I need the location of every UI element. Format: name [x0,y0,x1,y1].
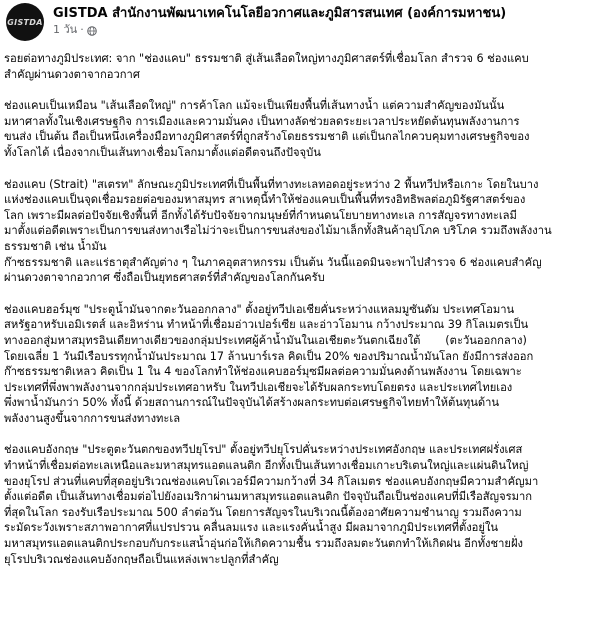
post-subline [53,22,506,38]
post-time[interactable]: 1 วัน [53,23,78,36]
globe-icon [87,25,97,35]
avatar-logo-text: GISTDA [7,17,43,27]
post-paragraph-english-channel: ช่องแคบอังกฤษ "ประตูตะวันตกของทวีปยุโรป" ตั้งอยู่ทวีปยุโรปคั่นระหว่างประเทศอังกฤษ และประเทศฝรั่งเศส ทำหน้าที่เชื่อมต่อทะเลเหนือและมหาสมุทรแอตแลนติก อีกทั้งเป็นเส้นทางเชื่อมเกาะบริเตนใหญ่และแผ่นดินใหญ่ ของยุโรป ส่วนที่แคบที่สุดอยู่บริเวณช่องแคบโดเวอร์มีความกว้างที่ 34 กิโลเมตร ช่องแคบอังกฤษมีความสำคัญมา ตั้งแต่อดีต เป็นเส้นทางเชื่อมต่อไปยังอเมริกาผ่านมหาสมุทรแอตแลนติก ปัจจุบันถือเป็นช่องแคบที่มีเรือสัญจรมาก ที่สุดในโลก รองรับเรือประมาณ 500 ลำต่อวัน โดยการสัญจรในบริเวณนี้ต้องอาศัยความชำนาญ รวมถึงความ ระมัดระวังเพราะสภาพอากาศที่แปรปรวน คลื่นลมแรง และแรงคั่นน้ำสูง มีผลมาจากภูมิประเทศที่ตั้งอยู่ใน มหาสมุทรแอตแลนติกประกอบกับกระแสน้ำอุ่นก่อให้เกิดความชื้น รวมถึงลมตะวันตกทำให้เกิดฝน อีกทั้งชายฝั่ง ยุโรปบริเวณช่องแคบอังกฤษถือเป็นแหล่งเพาะปลูกที่สำคัญ [4,443,539,566]
post-paragraph-strait-definition: ช่องแคบ (Strait) "สเตรท" ลักษณะภูมิประเทศที่เป็นพื้นที่ทางทะเลทอดอยู่ระหว่าง 2 พื้นทวีปหรือเกาะ โดยในบาง แห่งช่องแคบเป็นจุดเชื่อมรอยต่อของมหาสมุทร สาเหตุนี้ทำให้ช่องแคบเป็นพื้นที่ทรงอิทธิพลต่อภูมิรัฐศาสตร์ของ โลก เพราะมีผลต่อปัจจัยเชิงพื้นที่ อีกทั้งได้รับปัจจัยจากมนุษย์ที่กำหนดนโยบายทางทะเล การสัญจรทางทะเลมี มาตั้งแต่อดีตเพราะเป็นการขนส่งทางเรือไม่ว่าจะเป็นการขนส่งของไม้มาเล็กทั้งสินค้าอุปโภค บริโภค รวมถึงพลังงานธรรมชาติ เช่น น้ำมัน ก๊าซธรรมชาติ และแร่ธาตุสำคัญต่าง ๆ ในภาคอุตสาหกรรม เป็นต้น วันนี้แอดมินจะพาไปสำรวจ 6 ช่องแคบสำคัญ ผ่านดวงตาจากอวกาศ ซึ่งถือเป็นยุทธศาสตร์ที่สำคัญของโลกกันครับ [4,177,552,285]
page-name-link[interactable]: GISTDA สำนักงานพัฒนาเทคโนโลยีอวกาศและภูมิสารสนเทศ (องค์การมหาชน) [53,6,507,21]
post-paragraph-overview: ช่องแคบเป็นเหมือน "เส้นเลือดใหญ่" การค้าโลก แม้จะเป็นเพียงพื้นที่เส้นทางน้ำ แต่ความสำคัญของมันนั้น มหาศาลทั้งในเชิงเศรษฐกิจ การเมืองและความมั่นคง เป็นทางลัดช่วยลดระยะเวลาประหยัดต้นทุนพลังงานการ ขนส่ง เป็นต้น ถือเป็นหนึ่งเครื่องมือทางภูมิศาสตร์ที่ถูกสร้างโดยธรรมชาติ แต่เป็นกลไกควบคุมทางเศรษฐกิจของ ทั้งโลกได้ เนื่องจากเป็นเส้นทางเชื่อมโลกมาตั้งแต่อดีตจนถึงปัจจุบัน [4,99,530,159]
post-paragraph-hormuz: ช่องแคบฮอร์มุซ "ประตูน้ำมันจากตะวันออกกลาง" ตั้งอยู่ทวีปเอเชียคั่นระหว่างแหลมมูซันดัม ประเทศโอมาน สหรัฐอาหรับเอมิเรตส์ และอิหร่าน ทำหน้าที่เชื่อมอ่าวเปอร์เซีย และอ่าวโอมาน กว้างประมาณ 39 กิโลเมตรเป็น ทางออกสู่มหาสมุทรอินเดียทางเดียวของกลุ่มประเทศผู้ค้าน้ำมันในเอเชียตะวันตกเฉียงใต้ (ตะวันออกกลาง) โดยเฉลี่ย 1 วันมีเรือบรรทุกน้ำมันประมาณ 17 ล้านบาร์เรล คิดเป็น 20% ของปริมาณน้ำมันโลก ยังมีการส่งออก ก๊าซธรรมชาติเหลว คิดเป็น 1 ใน 4 ของโลกทำให้ช่องแคบฮอร์มุซมีผลต่อความมั่นคงด้านพลังงาน โดยเฉพาะ ประเทศที่พึ่งพาพลังงานจากกลุ่มประเทศอาหรับ ในทวีปเอเชียจะได้รับผลกระทบโดยตรง และประเทศไทยเอง พึ่งพาน้ำมันกว่า 50% ทั้งนี้ ด้วยสถานการณ์ในปัจจุบันได้สร้างผลกระทบต่อเศรษฐกิจไทยทำให้ต้นทุนด้าน พลังงานสูงขึ้นจากการขนส่งทางทะเล [4,302,534,425]
post-meta [53,3,506,38]
dot-separator: · [80,23,84,36]
post-paragraph-intro: รอยต่อทางภูมิประเทศ: จาก "ช่องแคบ" ธรรมชาติ สู่เส้นเลือดใหญ่ทางภูมิศาสตร์ที่เชื่อมโลก สำรวจ 6 ช่องแคบ สำคัญผ่านดวงตาจากอวกาศ [4,52,529,81]
page-avatar[interactable] [6,3,44,41]
post-body [4,51,592,567]
post-header [4,0,592,51]
